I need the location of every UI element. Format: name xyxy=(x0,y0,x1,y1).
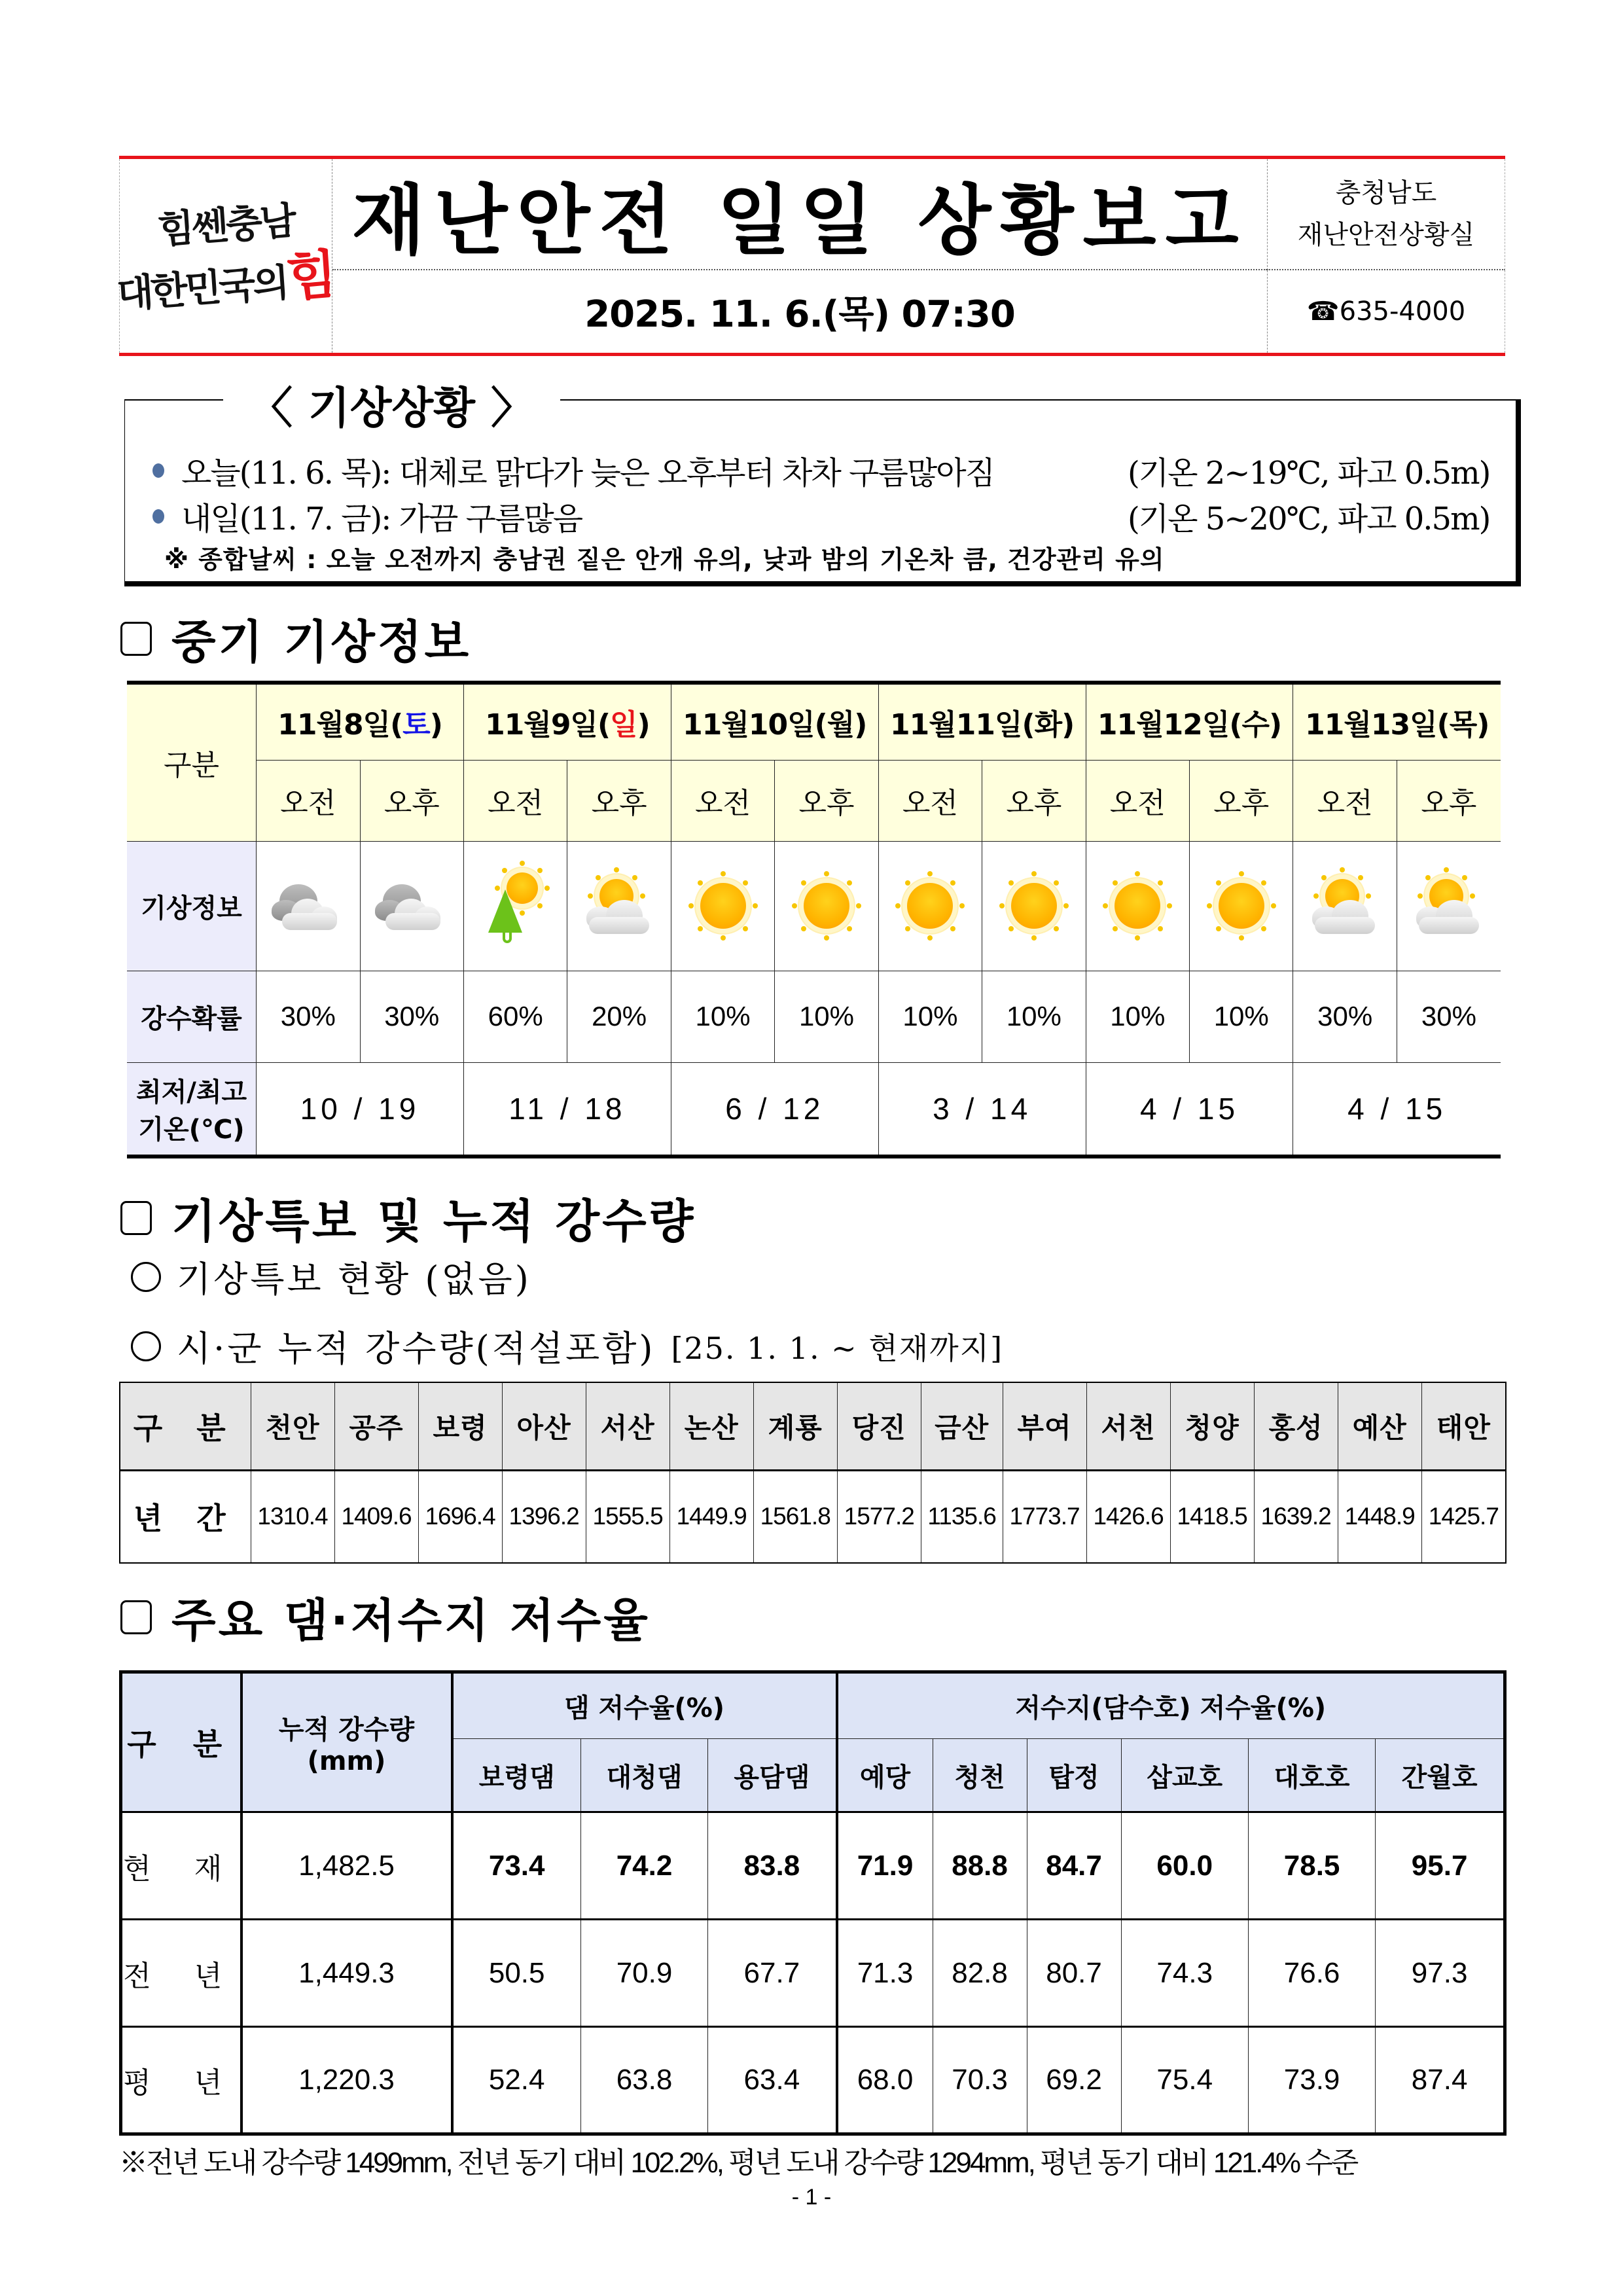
reservoir-row-normal-year xyxy=(121,2027,1505,2134)
rainfall-row-label: 년 간 xyxy=(120,1470,251,1563)
pm-header: 오후 xyxy=(360,760,463,841)
sun-ray-icon xyxy=(927,871,933,876)
accum-header-line2: (mm) xyxy=(307,1746,386,1776)
phone-icon: ☎ xyxy=(1306,296,1340,327)
temp-label-line2: 기온(℃) xyxy=(138,1114,245,1145)
sun-ray-icon xyxy=(1261,926,1266,931)
sun-ray-icon xyxy=(847,926,852,931)
dam-rate: 70.9 xyxy=(580,1920,707,2027)
pm-header: 오후 xyxy=(1190,760,1293,841)
sunny-icon xyxy=(1202,870,1281,942)
accum-rain-period: [25. 1. 1. ~ 현재까지] xyxy=(671,1330,1004,1366)
circle-bullet-icon xyxy=(131,1331,161,1361)
sunny-icon xyxy=(1098,870,1177,942)
reservoir-rate: 71.9 xyxy=(837,1812,933,1920)
reservoir-rate: 95.7 xyxy=(1376,1812,1505,1920)
today-label: 오늘 xyxy=(181,455,240,492)
sun-ray-icon xyxy=(1444,867,1449,872)
dam-group-header: 댐 저수율(%) xyxy=(452,1672,837,1739)
sun-ray-icon xyxy=(1008,880,1014,886)
temp-cell: 4 / 15 xyxy=(1293,1062,1501,1157)
sun-ray-icon xyxy=(895,903,901,908)
pm-header: 오후 xyxy=(982,760,1086,841)
org-line-1: 충청남도 xyxy=(1335,178,1437,208)
sun-ray-icon xyxy=(596,875,601,880)
sun-ray-icon xyxy=(698,926,703,931)
sun-ray-icon xyxy=(999,903,1005,908)
city-header: 홍성 xyxy=(1254,1382,1338,1470)
forecast-icon-cell xyxy=(463,841,567,971)
tomorrow-date: (11. 7. 금) xyxy=(239,501,382,537)
day-header: 11월11일(화) xyxy=(878,683,1086,760)
rainfall-header-label: 구 분 xyxy=(120,1382,251,1470)
temp-cell: 3 / 14 xyxy=(878,1062,1086,1157)
precip-cell: 10% xyxy=(775,971,878,1062)
accum-header xyxy=(241,1672,452,1812)
sun-ray-icon xyxy=(950,880,955,886)
reservoir-name: 삽교호 xyxy=(1121,1739,1248,1812)
section-midterm-title: 중기 기상정보 xyxy=(171,615,472,669)
forecast-icon-cell xyxy=(1397,841,1501,971)
sun-ray-icon xyxy=(1462,875,1467,880)
rainfall-value: 1577.2 xyxy=(837,1470,921,1563)
sun-ray-icon xyxy=(1054,880,1059,886)
reservoir-rate: 87.4 xyxy=(1376,2027,1505,2134)
sun-ray-icon xyxy=(1261,880,1266,886)
sun-ray-icon xyxy=(1054,926,1059,931)
reservoir-group-header-row xyxy=(121,1672,1505,1739)
sun-ray-icon xyxy=(792,903,797,908)
sunny-icon xyxy=(995,870,1073,942)
slogan-logo xyxy=(115,159,337,353)
accum-rain-title: 시·군 누적 강수량(적설포함) xyxy=(177,1328,656,1369)
sun-ray-icon xyxy=(688,903,694,908)
sun-ray-icon xyxy=(801,880,806,886)
sun-ray-icon xyxy=(1358,875,1363,880)
temp-cell: 4 / 15 xyxy=(1086,1062,1293,1157)
dam-rate: 83.8 xyxy=(708,1812,837,1920)
row-label-temp xyxy=(127,1062,257,1157)
sun-ray-icon xyxy=(1031,935,1037,941)
sun-ray-icon xyxy=(1008,926,1014,931)
pm-header: 오후 xyxy=(1397,760,1501,841)
rainfall-value: 1418.5 xyxy=(1170,1470,1254,1563)
sun-ray-icon xyxy=(640,893,645,899)
reservoir-rate: 76.6 xyxy=(1248,1920,1375,2027)
forecast-icon-cell xyxy=(878,841,982,971)
bullet-icon xyxy=(152,509,164,524)
pm-header: 오후 xyxy=(567,760,671,841)
weather-today xyxy=(152,448,1490,493)
reservoir-rate: 75.4 xyxy=(1121,2027,1248,2134)
phone-text: 635-4000 xyxy=(1339,296,1466,327)
slogan-line-2 xyxy=(115,245,336,322)
tomorrow-desc: : 가끔 구름많음 xyxy=(381,501,582,537)
midterm-forecast-table xyxy=(127,681,1501,1158)
checkbox-square-icon xyxy=(120,1201,152,1235)
city-header: 계룡 xyxy=(753,1382,837,1470)
reservoir-rate: 84.7 xyxy=(1027,1812,1121,1920)
page-number: - 1 - xyxy=(791,2185,832,2210)
day-header: 11월13일(목) xyxy=(1293,683,1501,760)
sun-ray-icon xyxy=(847,880,852,886)
city-header: 아산 xyxy=(502,1382,586,1470)
sun-ray-icon xyxy=(1063,903,1069,908)
sun-ray-icon xyxy=(1470,893,1475,899)
sun-ray-icon xyxy=(1271,903,1276,908)
city-header: 금산 xyxy=(921,1382,1003,1470)
am-header: 오전 xyxy=(463,760,567,841)
sun-ray-icon xyxy=(1103,903,1108,908)
today-temp: (기온 2~19℃, 파고 0.5m) xyxy=(1128,455,1490,492)
sun-ray-icon xyxy=(1340,867,1345,872)
rainfall-value: 1135.6 xyxy=(921,1470,1003,1563)
warning-status-line xyxy=(131,1251,531,1302)
forecast-icon-cell xyxy=(360,841,463,971)
dam-rate: 73.4 xyxy=(452,1812,581,1920)
bullet-icon xyxy=(152,463,164,478)
reservoir-rate: 71.3 xyxy=(837,1920,933,2027)
reservoir-name: 간월호 xyxy=(1376,1739,1505,1812)
reservoir-rate: 68.0 xyxy=(837,2027,933,2134)
sun-ray-icon xyxy=(632,875,637,880)
am-header: 오전 xyxy=(878,760,982,841)
forecast-icon-cell xyxy=(775,841,878,971)
pm-header: 오후 xyxy=(775,760,878,841)
sun-ray-icon xyxy=(753,903,758,908)
sun-ray-icon xyxy=(537,903,543,908)
bracket-left-icon: 〈 xyxy=(249,383,293,433)
sun-ray-icon xyxy=(537,868,543,873)
rainfall-value: 1449.9 xyxy=(669,1470,753,1563)
sun-ray-icon xyxy=(743,880,748,886)
sun-ray-icon xyxy=(1167,903,1172,908)
rainfall-value: 1409.6 xyxy=(334,1470,418,1563)
day-header: 11월9일(일) xyxy=(463,683,671,760)
report-datetime: 2025. 11. 6.(목) 07:30 xyxy=(584,293,1015,336)
forecast-icon-cell xyxy=(1190,841,1293,971)
reservoir-name: 탑정 xyxy=(1027,1739,1121,1812)
forecast-icon-cell xyxy=(1293,841,1397,971)
rainfall-value: 1773.7 xyxy=(1003,1470,1086,1563)
reservoir-group-header: 저수지(담수호) 저수율(%) xyxy=(837,1672,1505,1739)
accum-header-line1: 누적 강수량 xyxy=(278,1714,415,1745)
precip-cell: 20% xyxy=(567,971,671,1062)
reservoir-rate: 88.8 xyxy=(933,1812,1027,1920)
weather-status-title-text: 기상상황 xyxy=(308,383,476,433)
rainfall-value: 1555.5 xyxy=(586,1470,669,1563)
rainfall-value: 1425.7 xyxy=(1421,1470,1506,1563)
sun-ray-icon xyxy=(721,871,726,876)
rainfall-value-row xyxy=(120,1470,1506,1563)
rainfall-value: 1561.8 xyxy=(753,1470,837,1563)
slogan-line-1: 힘쎈충남 xyxy=(156,198,296,253)
partly-cloudy-icon xyxy=(1410,870,1488,942)
cloudy-icon xyxy=(372,870,451,942)
reservoir-accum-value: 1,220.3 xyxy=(241,2027,452,2134)
tomorrow-temp: (기온 5~20℃, 파고 0.5m) xyxy=(1128,501,1490,537)
reservoir-footnote: ※전년 도내 강수량 1499mm, 전년 동기 대비 102.2%, 평년 도내 강수량 1294mm, 평년 동기 대비 121.4% 수준 xyxy=(119,2147,1357,2179)
reservoir-row-label: 전 년 xyxy=(121,1920,241,2027)
checkbox-square-icon xyxy=(120,622,152,656)
reservoir-rate: 82.8 xyxy=(933,1920,1027,2027)
partly-cloudy-icon xyxy=(1306,870,1384,942)
sun-ray-icon xyxy=(905,926,910,931)
city-header: 당진 xyxy=(837,1382,921,1470)
sun-ray-icon xyxy=(1135,871,1140,876)
circle-bullet-icon xyxy=(131,1262,161,1292)
tomorrow-label: 내일 xyxy=(181,501,240,537)
reservoir-row-label: 현 재 xyxy=(121,1812,241,1920)
city-header: 논산 xyxy=(669,1382,753,1470)
sun-ray-icon xyxy=(824,935,829,941)
section-reservoir-title: 주요 댐·저수지 저수율 xyxy=(171,1594,651,1647)
sun-ray-icon xyxy=(1366,893,1371,899)
reservoir-rate: 97.3 xyxy=(1376,1920,1505,2027)
section-midterm-heading xyxy=(120,605,471,672)
reservoir-name: 예당 xyxy=(837,1739,933,1812)
dam-rate: 74.2 xyxy=(580,1812,707,1920)
accumulated-rainfall-table xyxy=(119,1382,1507,1564)
temp-cell: 11 / 18 xyxy=(463,1062,671,1157)
checkbox-square-icon xyxy=(120,1600,152,1634)
reservoir-rate: 69.2 xyxy=(1027,2027,1121,2134)
bracket-right-icon: 〉 xyxy=(491,383,535,433)
dam-name: 보령댐 xyxy=(452,1739,581,1812)
weather-status-title xyxy=(223,373,560,435)
slogan-accent: 힘 xyxy=(284,243,337,308)
sunny-icon xyxy=(891,870,969,942)
city-header: 공주 xyxy=(334,1382,418,1470)
city-header: 태안 xyxy=(1421,1382,1506,1470)
dam-rate: 50.5 xyxy=(452,1920,581,2027)
sun-ray-icon xyxy=(520,861,525,866)
partly-cloudy-icon xyxy=(580,870,658,942)
organization xyxy=(1267,159,1505,270)
precip-cell: 10% xyxy=(671,971,774,1062)
dam-rate: 67.7 xyxy=(708,1920,837,2027)
sun-ray-icon xyxy=(502,868,507,873)
reservoir-name: 청천 xyxy=(933,1739,1027,1812)
today-desc: : 대체로 맑다가 늦은 오후부터 차차 구름많아짐 xyxy=(381,455,994,492)
reservoir-rate: 78.5 xyxy=(1248,1812,1375,1920)
day-header: 11월12일(수) xyxy=(1086,683,1293,760)
sun-ray-icon xyxy=(1418,893,1423,899)
precip-cell: 60% xyxy=(463,971,567,1062)
temp-cell: 10 / 19 xyxy=(257,1062,464,1157)
reservoir-rate: 74.3 xyxy=(1121,1920,1248,2027)
precip-cell: 30% xyxy=(360,971,463,1062)
warning-status-text: 기상특보 현황 (없음) xyxy=(177,1259,531,1300)
temp-cell: 6 / 12 xyxy=(671,1062,878,1157)
am-header: 오전 xyxy=(257,760,360,841)
reservoir-rate: 73.9 xyxy=(1248,2027,1375,2134)
section-reservoir-heading xyxy=(120,1584,651,1650)
day-header: 11월8일(토) xyxy=(257,683,464,760)
sun-ray-icon xyxy=(1135,935,1140,941)
forecast-icon-cell xyxy=(671,841,774,971)
day-header: 11월10일(월) xyxy=(671,683,878,760)
reservoir-row-current xyxy=(121,1812,1505,1920)
dam-rate: 52.4 xyxy=(452,2027,581,2134)
section-warnings-heading xyxy=(120,1185,696,1251)
am-header: 오전 xyxy=(1293,760,1397,841)
sun-ray-icon xyxy=(721,935,726,941)
forecast-icon-cell xyxy=(1086,841,1189,971)
sun-ray-icon xyxy=(614,867,619,872)
reservoir-rate: 80.7 xyxy=(1027,1920,1121,2027)
dam-name: 용담댐 xyxy=(708,1739,837,1812)
city-header: 서천 xyxy=(1086,1382,1170,1470)
sun-ray-icon xyxy=(927,935,933,941)
sun-ray-icon xyxy=(950,926,955,931)
reservoir-row-label: 평 년 xyxy=(121,2027,241,2134)
city-header: 보령 xyxy=(418,1382,502,1470)
dam-rate: 63.4 xyxy=(708,2027,837,2134)
sun-ray-icon xyxy=(824,871,829,876)
row-label-weather: 기상정보 xyxy=(127,841,257,971)
sunny-icon xyxy=(684,870,762,942)
precip-cell: 10% xyxy=(982,971,1086,1062)
page-title: 재난안전 일일 상황보고 xyxy=(332,159,1267,270)
temp-label-line1: 최저/최고 xyxy=(135,1077,247,1107)
reservoir-row-last-year xyxy=(121,1920,1505,2027)
dam-name: 대청댐 xyxy=(580,1739,707,1812)
reservoir-rate-table xyxy=(119,1670,1507,2136)
reservoir-accum-value: 1,482.5 xyxy=(241,1812,452,1920)
reservoir-name: 대호호 xyxy=(1248,1739,1375,1812)
sun-ray-icon xyxy=(1113,880,1118,886)
org-line-2: 재난안전상황실 xyxy=(1297,220,1475,250)
sun-ray-icon xyxy=(801,926,806,931)
precip-cell: 30% xyxy=(257,971,360,1062)
sun-ray-icon xyxy=(698,880,703,886)
precip-cell: 30% xyxy=(1397,971,1501,1062)
sun-ray-icon xyxy=(544,886,550,891)
precip-cell: 10% xyxy=(1086,971,1189,1062)
sun-ray-icon xyxy=(1239,935,1244,941)
report-header xyxy=(115,156,1505,356)
weather-status-box xyxy=(124,383,1521,586)
forecast-icon-cell xyxy=(982,841,1086,971)
rain-sun-umbrella-icon xyxy=(476,870,555,942)
sun-ray-icon xyxy=(1113,926,1118,931)
dam-rate: 63.8 xyxy=(580,2027,707,2134)
forecast-icon-cell xyxy=(567,841,671,971)
reservoir-gubun-header: 구 분 xyxy=(121,1672,241,1812)
reservoir-rate: 60.0 xyxy=(1121,1812,1248,1920)
weather-summary: ※ 종합날씨 : 오늘 오전까지 충남권 짙은 안개 유의, 낮과 밤의 기온차 큼, 건강관리 유의 xyxy=(164,545,1165,574)
rainfall-value: 1396.2 xyxy=(502,1470,586,1563)
forecast-icon-cell xyxy=(257,841,360,971)
city-header: 예산 xyxy=(1338,1382,1421,1470)
precip-cell: 10% xyxy=(878,971,982,1062)
sun-ray-icon xyxy=(1158,880,1163,886)
today-date: (11. 6. 목) xyxy=(239,455,382,492)
city-header: 천안 xyxy=(251,1382,334,1470)
rainfall-value: 1696.4 xyxy=(418,1470,502,1563)
rainfall-header-row xyxy=(120,1382,1506,1470)
reservoir-rate: 70.3 xyxy=(933,2027,1027,2134)
sun-ray-icon xyxy=(1207,903,1212,908)
weather-tomorrow xyxy=(152,493,1490,539)
sun-ray-icon xyxy=(1216,880,1221,886)
sun-ray-icon xyxy=(1425,875,1431,880)
city-header: 서산 xyxy=(586,1382,669,1470)
sun-ray-icon xyxy=(1239,871,1244,876)
sun-ray-icon xyxy=(959,903,965,908)
rainfall-value: 1448.9 xyxy=(1338,1470,1421,1563)
slogan-line-2-text: 대한민국의 xyxy=(115,260,289,317)
sun-ray-icon xyxy=(1216,926,1221,931)
sun-ray-icon xyxy=(856,903,861,908)
sun-ray-icon xyxy=(1158,926,1163,931)
sun-ray-icon xyxy=(1321,875,1327,880)
rainfall-value: 1639.2 xyxy=(1254,1470,1338,1563)
sun-ray-icon xyxy=(1031,871,1037,876)
sun-ray-icon xyxy=(1313,893,1319,899)
sun-ray-icon xyxy=(743,926,748,931)
sun-ray-icon xyxy=(905,880,910,886)
accum-rain-line xyxy=(131,1321,1003,1371)
cloudy-icon xyxy=(269,870,348,942)
row-label-precip: 강수확률 xyxy=(127,971,257,1062)
section-warnings-title: 기상특보 및 누적 강수량 xyxy=(171,1194,696,1248)
gubun-header: 구분 xyxy=(127,683,257,841)
sun-ray-icon xyxy=(588,893,593,899)
precip-cell: 10% xyxy=(1190,971,1293,1062)
am-header: 오전 xyxy=(671,760,774,841)
reservoir-accum-value: 1,449.3 xyxy=(241,1920,452,2027)
precip-cell: 30% xyxy=(1293,971,1397,1062)
city-header: 청양 xyxy=(1170,1382,1254,1470)
rainfall-value: 1310.4 xyxy=(251,1470,334,1563)
city-header: 부여 xyxy=(1003,1382,1086,1470)
sunny-icon xyxy=(787,870,866,942)
phone-number xyxy=(1267,270,1505,353)
rainfall-value: 1426.6 xyxy=(1086,1470,1170,1563)
am-header: 오전 xyxy=(1086,760,1189,841)
